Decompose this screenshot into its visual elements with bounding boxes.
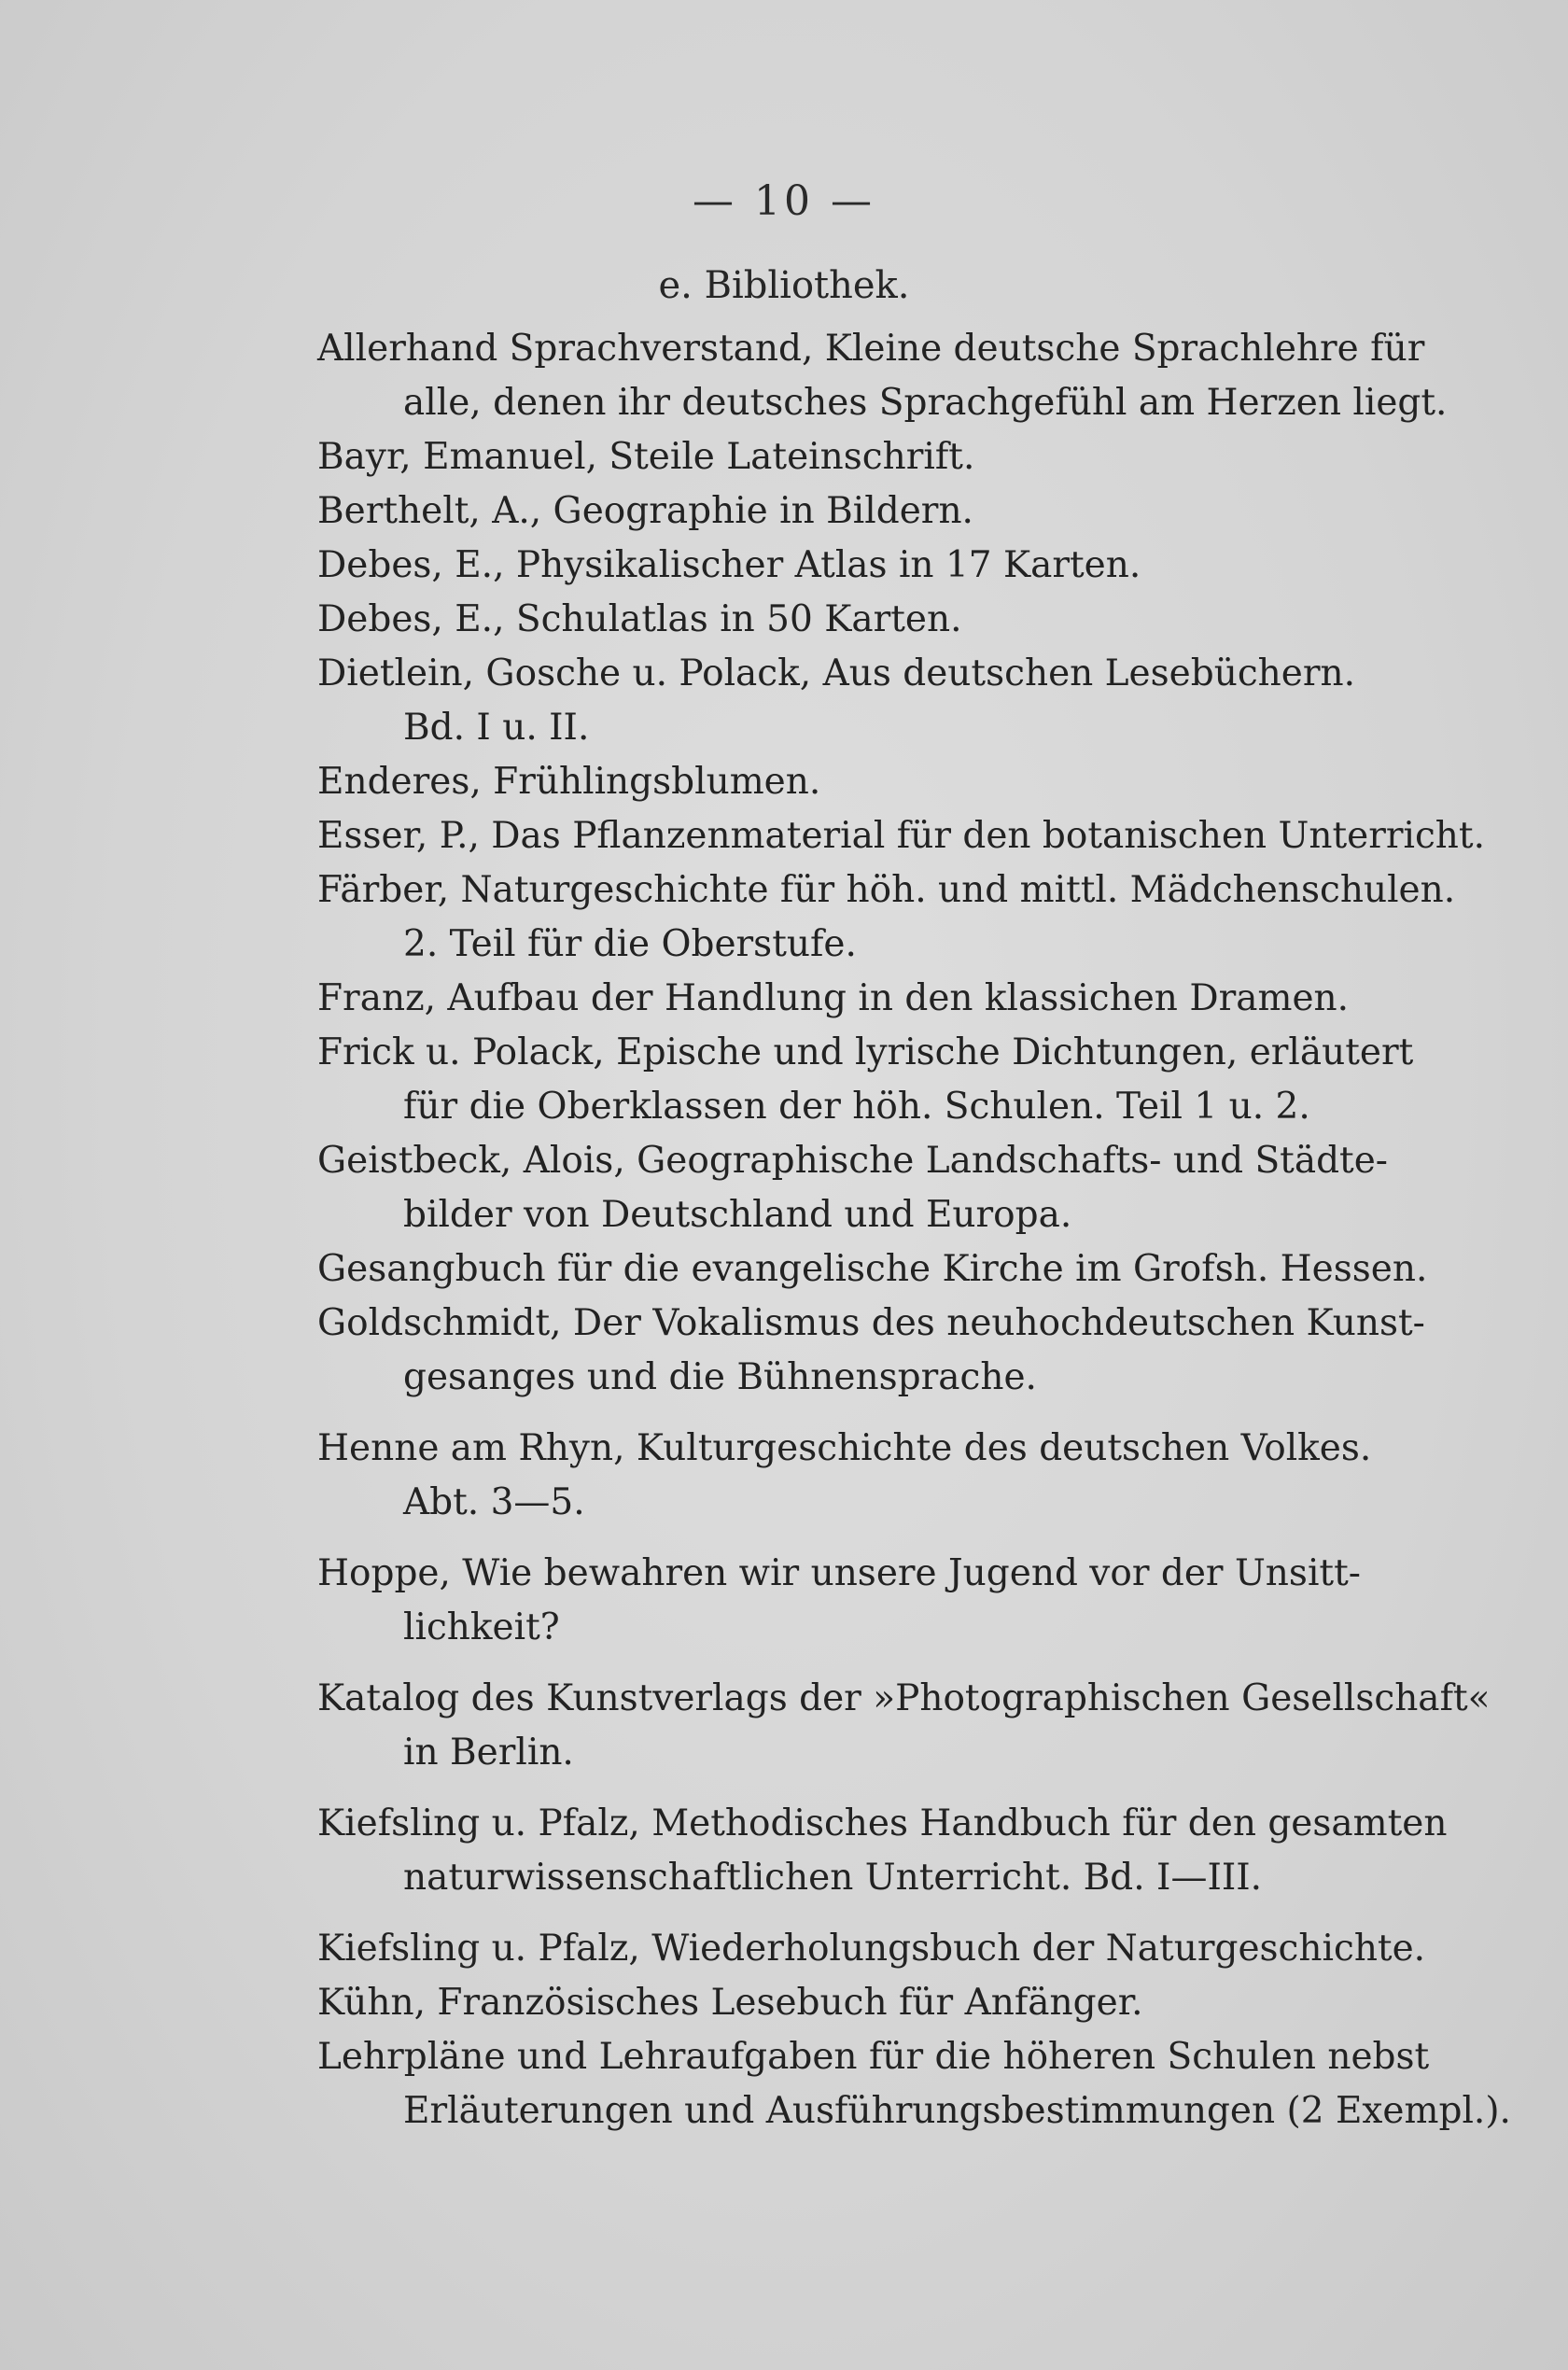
entry-line: Gesangbuch für die evangelische Kirche im Grofsh. Hessen.	[317, 1248, 1428, 1290]
page-number: — 10 —	[693, 177, 875, 225]
list-item	[317, 1547, 1395, 1655]
entry-line-continued: bilder von Deutschland und Europa.	[403, 1194, 1072, 1236]
entry-line: Lehrpläne und Lehraufgaben für die höheren Schulen nebst	[317, 2036, 1430, 2078]
entry-line: Frick u. Polack, Epische und lyrische Dichtungen, erläutert	[317, 1031, 1414, 1073]
entry-line: Kiefsling u. Pfalz, Methodisches Handbuch für den gesamten	[317, 1802, 1448, 1844]
list-item	[317, 755, 1395, 809]
entry-line-continued: naturwissenschaftlichen Unterricht. Bd. I—III.	[403, 1857, 1263, 1899]
list-item	[317, 1297, 1425, 1405]
list-item	[317, 972, 1395, 1026]
list-item	[317, 1134, 1395, 1242]
entry-line: Esser, P., Das Pflanzenmaterial für den botanischen Unterricht.	[317, 815, 1485, 857]
list-item	[317, 647, 1395, 755]
entry-line: Debes, E., Physikalischer Atlas in 17 Karten.	[317, 544, 1141, 586]
list-item	[317, 1026, 1414, 1134]
entry-line-continued: lichkeit?	[403, 1606, 560, 1648]
entry-line-continued: gesanges und die Bühnensprache.	[403, 1356, 1037, 1398]
list-item	[317, 2030, 1511, 2139]
list-item	[317, 1242, 1428, 1297]
entry-line: Franz, Aufbau der Handlung in den klassichen Dramen.	[317, 977, 1350, 1019]
list-item	[317, 593, 1395, 647]
entry-line: Hoppe, Wie bewahren wir unsere Jugend vor der Unsitt-	[317, 1552, 1361, 1594]
entry-line: Geistbeck, Alois, Geographische Landschafts- und Städte-	[317, 1140, 1388, 1182]
entry-line: Goldschmidt, Der Vokalismus des neuhochdeutschen Kunst-	[317, 1302, 1425, 1344]
list-item	[317, 809, 1485, 863]
list-item	[317, 1976, 1395, 2030]
entry-line-continued: in Berlin.	[403, 1732, 574, 1774]
list-item	[317, 322, 1448, 430]
entry-line: Enderes, Frühlingsblumen.	[317, 761, 821, 803]
entry-line-continued: Abt. 3—5.	[403, 1481, 585, 1523]
entry-line: Dietlein, Gosche u. Polack, Aus deutschen Lesebüchern.	[317, 652, 1356, 694]
entry-line-continued: Erläuterungen und Ausführungsbestimmungen (2 Exempl.).	[403, 2090, 1511, 2132]
entry-line: Allerhand Sprachverstand, Kleine deutsche Sprachlehre für	[317, 328, 1425, 370]
list-item	[317, 539, 1395, 593]
entry-line-continued: alle, denen ihr deutsches Sprachgefühl am Herzen liegt.	[403, 382, 1448, 424]
list-item	[317, 863, 1456, 972]
list-item	[317, 1422, 1395, 1530]
entry-line: Debes, E., Schulatlas in 50 Karten.	[317, 598, 962, 640]
entry-line: Kiefsling u. Pfalz, Wiederholungsbuch der Naturgeschichte.	[317, 1928, 1426, 1970]
entry-line: Berthelt, A., Geographie in Bildern.	[317, 490, 973, 532]
entry-line: Katalog des Kunstverlags der »Photographischen Gesellschaft«	[317, 1677, 1491, 1719]
entry-line-continued: 2. Teil für die Oberstufe.	[403, 923, 857, 965]
list-item	[317, 430, 1395, 484]
entry-line: Färber, Naturgeschichte für höh. und mittl. Mädchenschulen.	[317, 869, 1456, 911]
list-item	[317, 484, 1395, 539]
entry-line: Kühn, Französisches Lesebuch für Anfänger.	[317, 1982, 1143, 2024]
section-heading: e. Bibliothek.	[658, 264, 910, 307]
entry-line: Henne am Rhyn, Kulturgeschichte des deutschen Volkes.	[317, 1427, 1372, 1469]
entry-line: Bayr, Emanuel, Steile Lateinschrift.	[317, 436, 975, 478]
entry-line-continued: Bd. I u. II.	[403, 707, 590, 749]
entry-line-continued: für die Oberklassen der höh. Schulen. Teil 1 u. 2.	[403, 1086, 1310, 1128]
bibliography-list	[317, 322, 1511, 2139]
list-item	[317, 1672, 1491, 1780]
list-item	[317, 1797, 1448, 1905]
list-item	[317, 1922, 1426, 1976]
